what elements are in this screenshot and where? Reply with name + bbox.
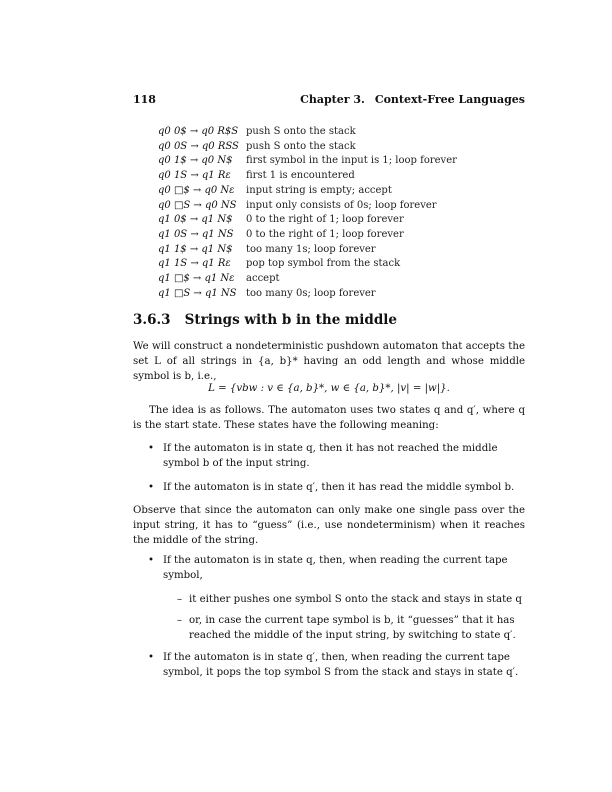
list-item (148, 441, 525, 471)
transition-rule: q1 0$ → q1 N$ (158, 214, 233, 226)
rule-comment: 0 to the right of 1; loop forever (246, 214, 404, 226)
rule-row (158, 257, 457, 272)
transition-rule: q1 0S → q1 NS (158, 228, 234, 240)
display-formula: L = {vbw : v ∈ {a, b}*, w ∈ {a, b}*, |v| = |w|}. (208, 383, 450, 394)
list-item-text: If the automaton is in state q, then it has not reached the middle symbol b of the input string. (163, 443, 498, 469)
transition-rule: q1 1$ → q1 N$ (158, 243, 233, 255)
rule-comment: pop top symbol from the stack (246, 258, 401, 270)
transition-rule: q0 □$ → q0 Nε (158, 184, 235, 196)
paragraph-intro: We will construct a nondeterministic pushdown automaton that accepts the set L of all strings in {a, b}* having an odd length and whose middle symbol is b, i.e., (133, 341, 525, 382)
bullet-marker: • (148, 652, 155, 663)
rule-row (158, 154, 457, 169)
dash-marker: – (177, 615, 183, 626)
transition-rule: q0 0S → q0 RSS (158, 140, 239, 152)
rule-comment: input string is empty; accept (246, 184, 392, 196)
running-head (290, 92, 525, 107)
rule-row (158, 213, 457, 228)
rule-row (158, 125, 457, 140)
bullet-marker: • (148, 555, 155, 566)
rule-row (158, 140, 457, 155)
page-number: 118 (133, 93, 156, 106)
sub-list-item (177, 592, 525, 607)
transition-rule: q0 0$ → q0 R$S (158, 126, 239, 137)
rule-comment: first symbol in the input is 1; loop forever (246, 155, 457, 167)
transition-rule: q1 □$ → q1 Nε (158, 273, 235, 285)
rule-comment: too many 1s; loop forever (246, 243, 376, 255)
section-number: 3.6.3 (133, 312, 171, 328)
rule-comment: push S onto the stack (246, 140, 356, 152)
sub-list-item-text: or, in case the current tape symbol is b, it “guesses” that it has reached the middle of the input string, by switching to state q′. (189, 615, 516, 641)
rule-comment: 0 to the right of 1; loop forever (246, 228, 404, 240)
transition-table (158, 125, 457, 301)
list-item-text: If the automaton is in state q′, then, when reading the current tape symbol, it pops the top symbol S from the stack and stays in state q′. (163, 652, 519, 678)
section-heading (133, 313, 397, 328)
sub-list-item (177, 613, 525, 643)
transition-rule: q1 1S → q1 Rε (158, 258, 231, 270)
transition-rule: q1 □S → q1 NS (158, 287, 237, 299)
bullet-marker: • (148, 482, 155, 493)
rule-row (158, 272, 457, 287)
list-item (148, 480, 525, 495)
list-item (148, 553, 525, 583)
rule-row (158, 287, 457, 302)
paragraph-observe: Observe that since the automaton can only make one single pass over the input string, it has to “guess” (i.e., use nondeterminism) when it reaches the middle of the string. (133, 505, 525, 546)
list-item (148, 650, 525, 680)
rule-row (158, 184, 457, 199)
chapter-title: Context-Free Languages (374, 93, 525, 106)
rule-comment: push S onto the stack (246, 126, 356, 137)
list-item-text: If the automaton is in state q′, then it has read the middle symbol b. (163, 482, 515, 493)
rule-row (158, 228, 457, 243)
list-item-text: If the automaton is in state q, then, when reading the current tape symbol, (163, 555, 508, 581)
rule-comment: input only consists of 0s; loop forever (246, 199, 437, 211)
rule-comment: accept (246, 273, 280, 285)
rule-row (158, 199, 457, 214)
sub-list-item-text: it either pushes one symbol S onto the stack and stays in state q (189, 594, 522, 605)
transition-rule: q0 □S → q0 NS (158, 199, 237, 211)
section-title: Strings with b in the middle (184, 312, 398, 328)
dash-marker: – (177, 594, 183, 605)
rule-comment: too many 0s; loop forever (246, 287, 376, 299)
paragraph-idea: The idea is as follows. The automaton uses two states q and q′, where q is the start state. These states have the following meaning: (133, 405, 525, 431)
rule-row (158, 169, 457, 184)
rule-comment: first 1 is encountered (246, 170, 355, 182)
page-header (133, 92, 525, 108)
chapter-label: Chapter 3. (300, 93, 365, 106)
transition-rule: q0 1S → q1 Rε (158, 170, 231, 182)
bullet-marker: • (148, 443, 155, 454)
transition-rule: q0 1$ → q0 N$ (158, 155, 233, 167)
rule-row (158, 243, 457, 258)
